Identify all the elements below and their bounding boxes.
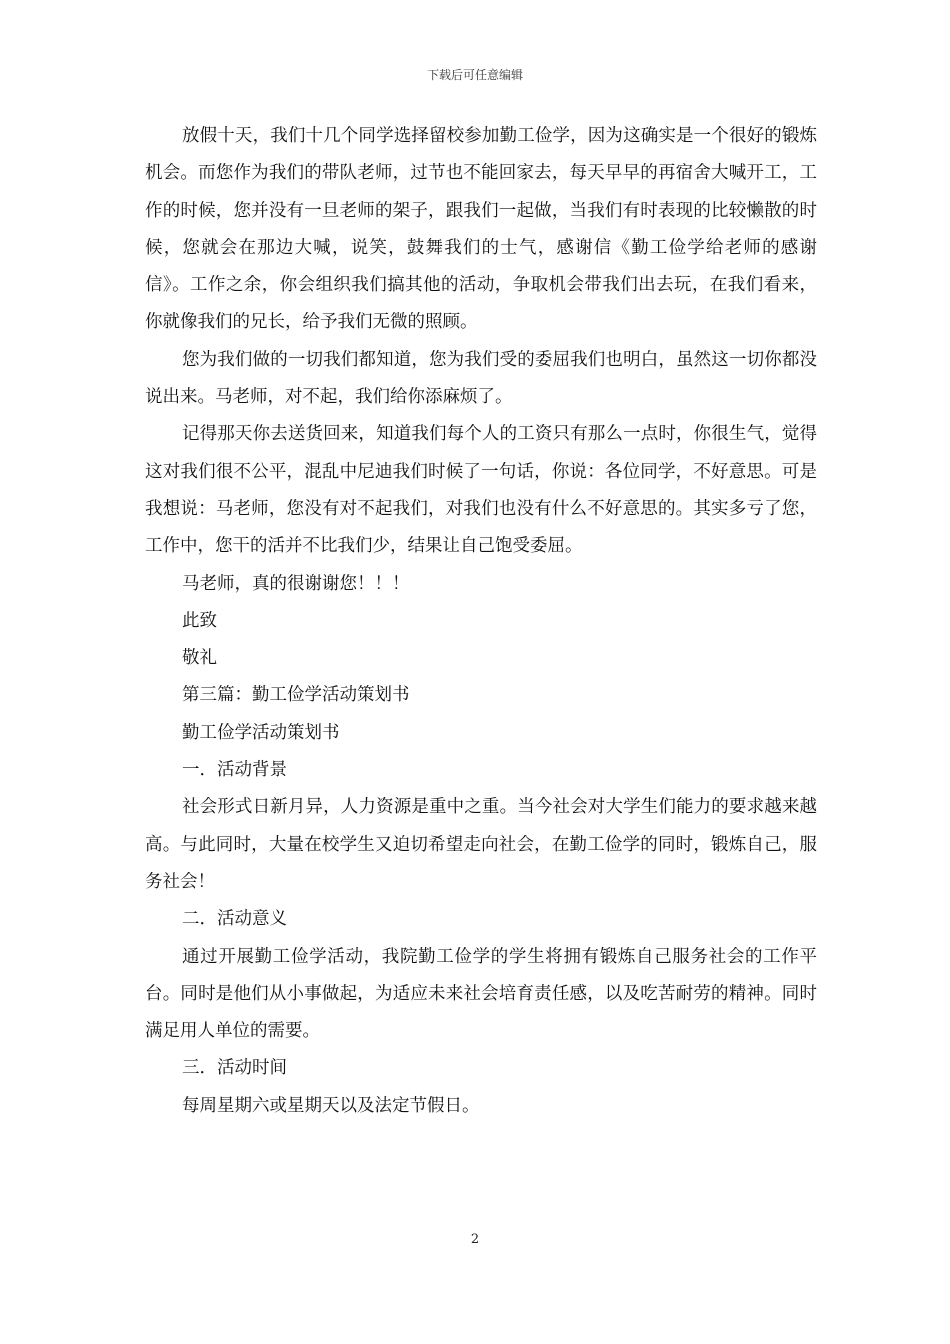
section-title: 第三篇：勤工俭学活动策划书 bbox=[182, 685, 410, 706]
closing-cizhi: 此致 bbox=[182, 610, 217, 631]
paragraph-intro: 放假十天，我们十几个同学选择留校参加勤工俭学，因为这确实是一个很好的锻炼机会。而您作为我们的带队老师，过节也不能回家去，每天早早的再宿舍大喊开工，工作的时候，您并没有一旦老师的架子，跟我们一起做，当我们有时表现的比较懒散的时候，您就会在那边大喊，说笑，鼓舞我们的士气，感谢信《勤工俭学给老师的感谢信》。工作之余，你会组织我们搞其他的活动，争取机会带我们出去玩，在我们看来，你就像我们的兄长，给予我们无微的照顾。 bbox=[145, 126, 817, 333]
heading-time: 三．活动时间 bbox=[182, 1058, 287, 1079]
paragraph-time: 每周星期六或星期天以及法定节假日。 bbox=[182, 1095, 480, 1116]
heading-background: 一．活动背景 bbox=[182, 760, 287, 781]
paragraph-background: 社会形式日新月异，人力资源是重中之重。当今社会对大学生们能力的要求越来越高。与此同时，大量在校学生又迫切希望走向社会，在勤工俭学的同时，锻炼自己，服务社会！ bbox=[145, 797, 817, 892]
page-header: 下载后可任意编辑 bbox=[426, 68, 523, 82]
paragraph-significance: 通过开展勤工俭学活动，我院勤工俭学的学生将拥有锻炼自己服务社会的工作平台。同时是他们从小事做起，为适应未来社会培育责任感，以及吃苦耐劳的精神。同时满足用人单位的需要。 bbox=[145, 946, 817, 1042]
thanks-line: 马老师，真的很谢谢您！！！ bbox=[182, 573, 410, 594]
closing-jingli: 敬礼 bbox=[182, 648, 217, 669]
paragraph-gratitude: 您为我们做的一切我们都知道，您为我们受的委屈我们也明白，虽然这一切你都没说出来。马老师，对不起，我们给你添麻烦了。 bbox=[145, 349, 817, 408]
heading-significance: 二．活动意义 bbox=[182, 909, 287, 930]
page-number: 2 bbox=[470, 1232, 480, 1247]
paragraph-memory: 记得那天你去送货回来，知道我们每个人的工资只有那么一点时，你很生气，觉得这对我们很不公平，混乱中尼迪我们时候了一句话，你说：各位同学，不好意思。可是我想说：马老师，您没有对不起我们，对我们也没有什么不好意思的。其实多亏了您，工作中，您干的活并不比我们少，结果让自己饱受委屈。 bbox=[145, 424, 817, 557]
document-body bbox=[145, 118, 817, 1125]
document-title: 勤工俭学活动策划书 bbox=[182, 722, 340, 743]
